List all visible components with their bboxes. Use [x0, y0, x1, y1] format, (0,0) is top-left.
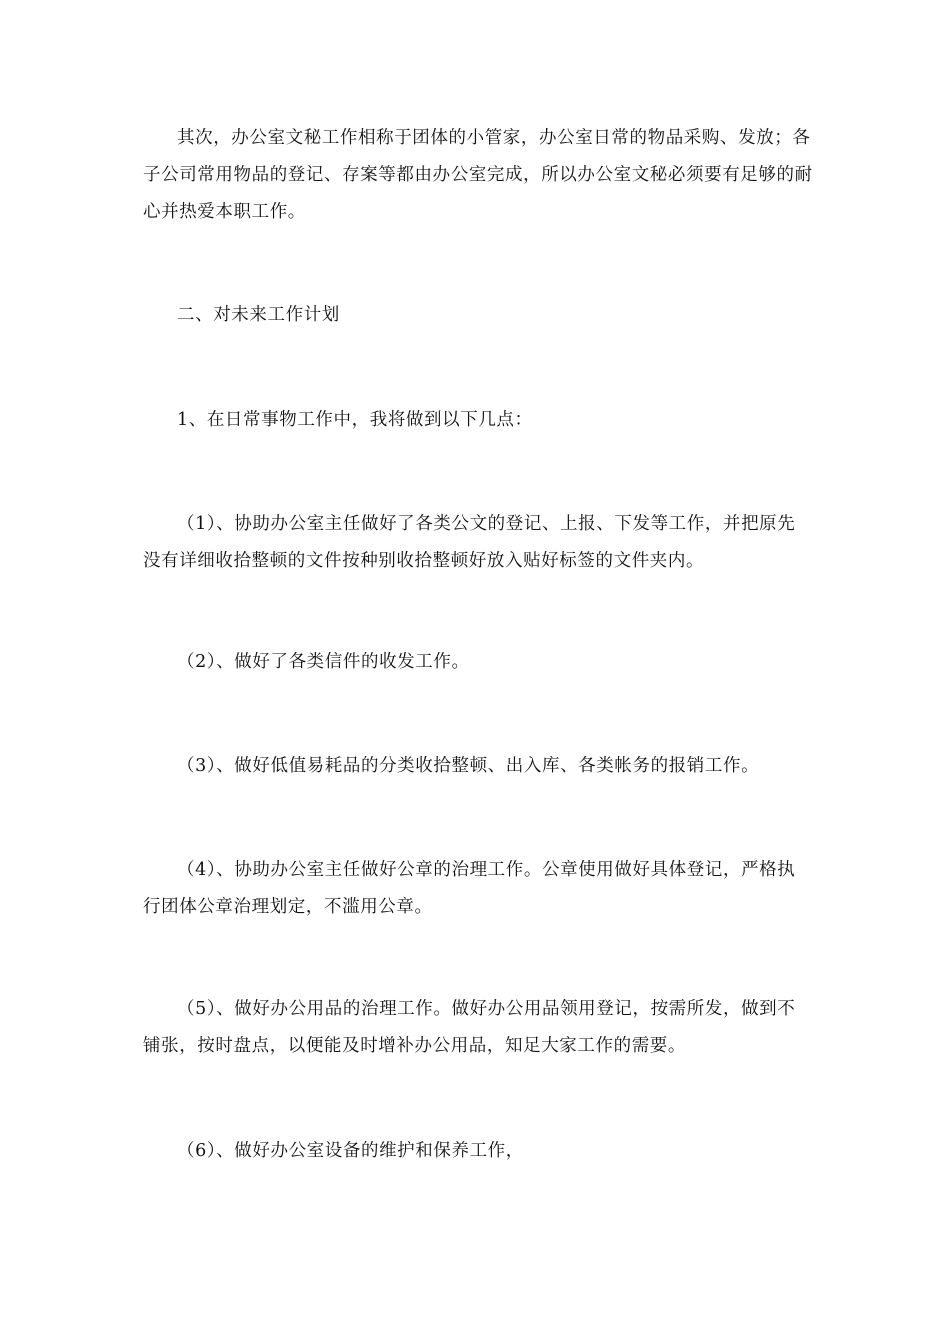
- section-heading-future-plan: 二、对未来工作计划: [177, 305, 340, 325]
- list-item-3: （3）、做好低值易耗品的分类收拾整顿、出入库、各类帐务的报销工作。: [177, 756, 760, 776]
- list-item-2: （2）、做好了各类信件的收发工作。: [177, 652, 470, 672]
- list-item-6: （6）、做好办公室设备的维护和保养工作，: [177, 1141, 524, 1161]
- list-item-1: （1）、协助办公室主任做好了各类公文的登记、上报、下发等工作，并把原先没有详细收拾整顿的文件按种别收拾整顿好放入贴好标签的文件夹内。: [143, 514, 796, 571]
- list-item-5: （5）、做好办公用品的治理工作。做好办公用品领用登记，按需所发，做到不铺张，按时盘点，以便能及时增补办公用品，知足大家工作的需要。: [143, 999, 796, 1056]
- list-item-4: （4）、协助办公室主任做好公章的治理工作。公章使用做好具体登记，严格执行团体公章治理划定，不滥用公章。: [143, 860, 796, 917]
- paragraph-office-secretary-role: 其次，办公室文秘工作相称于团体的小管家，办公室日常的物品采购、发放；各子公司常用物品的登记、存案等都由办公室完成，所以办公室文秘必须要有足够的耐心并热爱本职工作。: [143, 128, 813, 222]
- subheading-daily-work: 1、在日常事物工作中，我将做到以下几点：: [177, 410, 533, 430]
